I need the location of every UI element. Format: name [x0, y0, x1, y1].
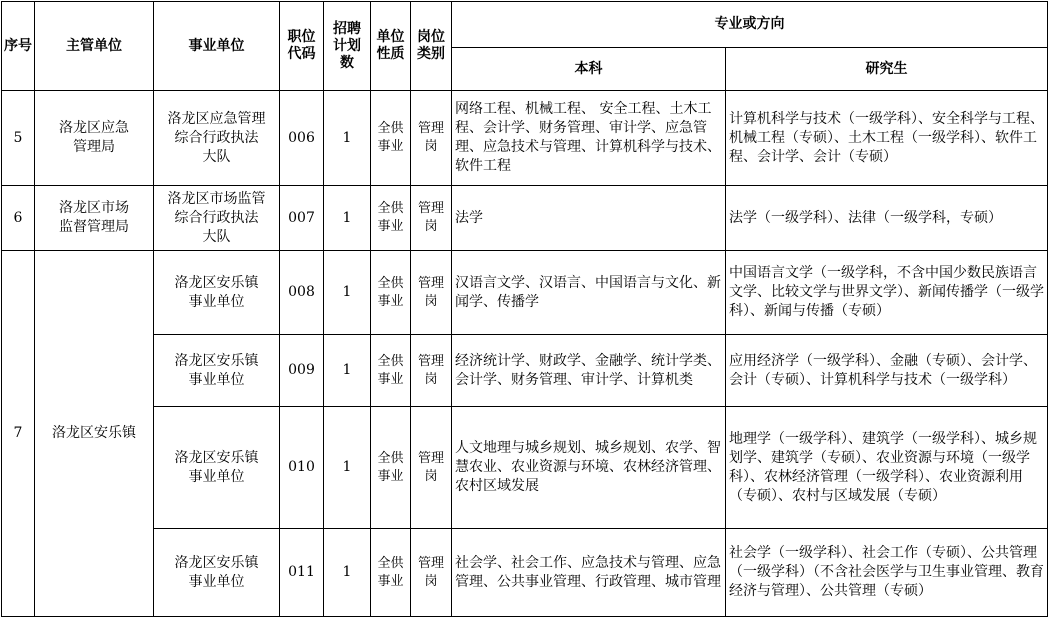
- cell-code: 010: [280, 407, 324, 529]
- cell-nature: 全供 事业: [371, 335, 411, 407]
- table-row: [2, 407, 1048, 529]
- cell-unit: 洛龙区安乐镇 事业单位: [154, 251, 280, 335]
- cell-unit: 洛龙区安乐镇 事业单位: [154, 335, 280, 407]
- table-row: [2, 186, 1048, 251]
- cell-nature: 全供 事业: [371, 186, 411, 251]
- cell-unit: 洛龙区安乐镇 事业单位: [154, 529, 280, 617]
- cell-graduate: 应用经济学（一级学科）、金融（专硕）、会计学、会计（专硕）、计算机科学与技术（一级学科）: [726, 335, 1048, 407]
- cell-nature: 全供 事业: [371, 91, 411, 186]
- cell-graduate: 计算机科学与技术（一级学科）、安全科学与工程、机械工程（专硕）、土木工程（一级学科）、软件工程、会计学、会计（专硕）: [726, 91, 1048, 186]
- recruitment-table: [1, 1, 1048, 617]
- cell-unit: 洛龙区安乐镇 事业单位: [154, 407, 280, 529]
- cell-code: 007: [280, 186, 324, 251]
- table-row: [2, 251, 1048, 335]
- cell-graduate: 法学（一级学科）、法律（一级学科，专硕）: [726, 186, 1048, 251]
- cell-graduate: 地理学（一级学科）、建筑学（一级学科）、城乡规划学、建筑学（专硕）、农业资源与环境（一级学科）、农林经济管理（一级学科）、农业资源利用（专硕）、农村与区域发展（专硕）: [726, 407, 1048, 529]
- cell-seq: 5: [2, 91, 35, 186]
- cell-plan: 1: [324, 529, 371, 617]
- cell-dept: 洛龙区应急 管理局: [35, 91, 154, 186]
- cell-category: 管理 岗: [411, 407, 452, 529]
- cell-bachelor: 法学: [452, 186, 726, 251]
- cell-seq: 6: [2, 186, 35, 251]
- cell-category: 管理 岗: [411, 251, 452, 335]
- header-seq: 序号: [2, 2, 35, 91]
- cell-nature: 全供 事业: [371, 407, 411, 529]
- cell-dept: 洛龙区安乐镇: [35, 251, 154, 617]
- cell-graduate: 中国语言文学（一级学科，不含中国少数民族语言文学、比较文学与世界文学）、新闻传播学（一级学科）、新闻与传播（专硕）: [726, 251, 1048, 335]
- cell-category: 管理 岗: [411, 91, 452, 186]
- cell-plan: 1: [324, 91, 371, 186]
- cell-plan: 1: [324, 407, 371, 529]
- cell-category: 管理 岗: [411, 529, 452, 617]
- cell-code: 009: [280, 335, 324, 407]
- cell-nature: 全供 事业: [371, 251, 411, 335]
- cell-unit: 洛龙区应急管理 综合行政执法 大队: [154, 91, 280, 186]
- cell-bachelor: 人文地理与城乡规划、城乡规划、农学、智慧农业、农业资源与环境、农林经济管理、农村区域发展: [452, 407, 726, 529]
- table-row: [2, 91, 1048, 186]
- cell-bachelor: 网络工程、机械工程、 安全工程、土木工程、会计学、财务管理、审计学、应急管理、应急技术与管理、计算机科学与技术、软件工程: [452, 91, 726, 186]
- cell-graduate: 社会学（一级学科）、社会工作（专硕）、公共管理（一级学科）（不含社会医学与卫生事业管理、教育经济与管理）、公共管理（专硕）: [726, 529, 1048, 617]
- cell-unit: 洛龙区市场监管 综合行政执法 大队: [154, 186, 280, 251]
- cell-category: 管理 岗: [411, 186, 452, 251]
- cell-plan: 1: [324, 186, 371, 251]
- cell-nature: 全供 事业: [371, 529, 411, 617]
- header-dept: 主管单位: [35, 2, 154, 91]
- cell-bachelor: 经济统计学、财政学、金融学、统计学类、会计学、财务管理、审计学、计算机类: [452, 335, 726, 407]
- cell-code: 011: [280, 529, 324, 617]
- cell-code: 006: [280, 91, 324, 186]
- cell-seq: 7: [2, 251, 35, 617]
- cell-plan: 1: [324, 335, 371, 407]
- header-major: 专业或方向: [452, 2, 1048, 48]
- cell-code: 008: [280, 251, 324, 335]
- cell-bachelor: 社会学、社会工作、应急技术与管理、应急管理、公共事业管理、行政管理、城市管理: [452, 529, 726, 617]
- cell-dept: 洛龙区市场 监督管理局: [35, 186, 154, 251]
- header-code: 职位 代码: [280, 2, 324, 91]
- header-bachelor: 本科: [452, 48, 726, 91]
- header-nature: 单位 性质: [371, 2, 411, 91]
- table-row: [2, 529, 1048, 617]
- cell-plan: 1: [324, 251, 371, 335]
- cell-category: 管理 岗: [411, 335, 452, 407]
- header-unit: 事业单位: [154, 2, 280, 91]
- cell-bachelor: 汉语言文学、汉语言、中国语言与文化、新闻学、传播学: [452, 251, 726, 335]
- header-graduate: 研究生: [726, 48, 1048, 91]
- table-row: [2, 335, 1048, 407]
- header-category: 岗位 类别: [411, 2, 452, 91]
- header-plan: 招聘 计划 数: [324, 2, 371, 91]
